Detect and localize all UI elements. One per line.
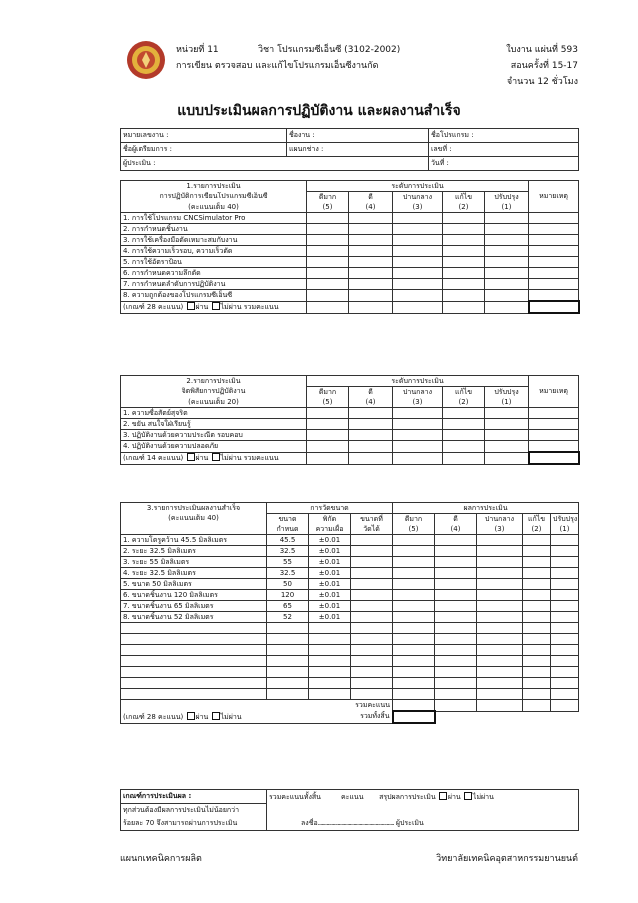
section2-item: 1. ความซื่อสัตย์สุจริต [121,408,307,419]
item-tol: ±0.01 [309,546,351,557]
unit-label: หน่วยที่ 11 [176,45,219,55]
item-size: 65 [267,601,309,612]
fail-checkbox[interactable] [212,712,220,720]
fail-label: ไม่ผ่าน [220,303,242,311]
level-label: แก้ไข [443,192,485,203]
section1-item: 4. การใช้ความเร็วรอบ, ความเร็วตัด [121,246,307,257]
fail-checkbox[interactable] [212,453,220,461]
item-tol: ±0.01 [309,579,351,590]
result-title: ผลการประเมิน [393,503,579,514]
section3-item: 2. ระยะ 32.5 มิลลิเมตร [121,546,267,557]
criteria-text: (เกณฑ์ 14 คะแนน) [123,454,184,462]
level-score: (2) [443,397,485,408]
section2-remark: หมายเหตุ [529,387,579,398]
section2-item: 3. ปฏิบัติงานด้วยความประณีต รอบคอบ [121,430,307,441]
fail-checkbox[interactable] [212,302,220,310]
section1-item: 1. การใช้โปรแกรม CNCSimulator Pro [121,213,307,224]
info-table [120,128,579,171]
criteria-table [120,789,579,831]
level-label: แก้ไข [443,387,485,398]
total-all-label: รวมคะแนนทั้งสิ้น [269,792,321,801]
section3-item: 5. ขนาด 50 มิลลิเมตร [121,579,267,590]
item-size: 32.5 [267,568,309,579]
level-score: (5) [393,524,435,535]
col-size-1: ขนาด [267,514,309,525]
level-label: ดี [435,514,477,525]
pass-checkbox[interactable] [187,712,195,720]
item-tol: ±0.01 [309,590,351,601]
number-field[interactable]: เลขที่ : [429,143,579,157]
section2-head1: 2.รายการประเมิน [121,376,307,387]
item-size: 120 [267,590,309,601]
lesson-label: สอนครั้งที่ 15-17 [510,61,578,71]
item-size: 32.5 [267,546,309,557]
grand-total-label: รวมทั้งสิ้น [309,711,393,723]
section1-head3: (คะแนนเต็ม 40) [121,202,307,213]
level-score: (3) [393,397,443,408]
section3-head1: 3.รายการประเมินผลงานสำเร็จ [121,503,267,514]
section1-total-cell[interactable] [529,301,579,313]
fail-label: ไม่ผ่าน [220,454,242,462]
pass-label: ผ่าน [195,303,209,311]
department-field[interactable]: แผนกช่าง : [287,143,429,157]
section2-head3: (คะแนนเต็ม 20) [121,397,307,408]
level-label: ปานกลาง [393,387,443,398]
level-label: ดี [349,192,393,203]
fail-checkbox[interactable] [464,792,472,800]
total-score-label: รวมคะแนน [267,700,393,712]
col-meas-1: ขนาดที่ [351,514,393,525]
sign-prefix: ลงชื่อ [301,818,318,827]
item-tol: ±0.01 [309,535,351,546]
criteria-line2: ร้อยละ 70 จึงสามารถผ่านการประเมิน [121,817,267,831]
section1-item: 8. ความถูกต้องของโปรแกรมซีเอ็นซี [121,290,307,302]
item-size: 45.5 [267,535,309,546]
pass-checkbox[interactable] [439,792,447,800]
section1-level-title: ระดับการประเมิน [307,181,529,192]
fail-label: ไม่ผ่าน [220,712,242,721]
level-score: (1) [551,524,579,535]
section1-item: 7. การกำหนดลำดับการปฏิบัติงาน [121,279,307,290]
form-title: แบบประเมินผลการปฏิบัติงาน และผลงานสำเร็จ [177,103,461,119]
section2-total-cell[interactable] [529,452,579,464]
item-size: 52 [267,612,309,623]
level-score: (3) [477,524,523,535]
section3-table [120,502,579,724]
level-score: (5) [307,202,349,213]
level-label: แก้ไข [523,514,551,525]
col-tol-2: ความเผื่อ [309,524,351,535]
level-label: ปรับปรุง [485,192,529,203]
item-tol: ±0.01 [309,612,351,623]
footer-right: วิทยาลัยเทคนิคอุตสาหกรรมยานยนต์ [436,854,578,864]
total-label: รวมคะแนน [243,454,279,462]
pass-checkbox[interactable] [187,302,195,310]
item-size: 50 [267,579,309,590]
level-label: ดีมาก [307,387,349,398]
signature-line[interactable] [267,817,579,831]
pass-label: ผ่าน [195,712,209,721]
section1-item: 6. การกำหนดความลึกตัด [121,268,307,279]
sign-suffix: ผู้ประเมิน [395,818,424,827]
section1-table [120,180,580,314]
criteria-text: (เกณฑ์ 28 คะแนน) [123,712,184,721]
date-field[interactable]: วันที่ : [429,157,579,171]
item-size: 55 [267,557,309,568]
section3-item: 1. ความโตรูคว้าน 45.5 มิลลิเมตร [121,535,267,546]
summary-label: สรุปผลการประเมิน [379,792,436,801]
section3-summary-row [121,711,309,723]
section1-item: 5. การใช้อัตราป้อน [121,257,307,268]
footer-left: แผนกเทคนิคการผลิต [120,854,202,864]
fail-label: ไม่ผ่าน [472,792,494,801]
section1-head2: การปฏิบัติการเขียนโปรแกรมซีเอ็นซี [121,192,307,203]
grand-total-cell[interactable] [393,711,435,723]
assessor-field[interactable]: ผู้ประเมิน : [121,157,429,171]
section3-item: 6. ขนาดชิ้นงาน 120 มิลลิเมตร [121,590,267,601]
level-score: (4) [349,202,393,213]
college-logo [126,40,166,80]
hours-label: จำนวน 12 ชั่วโมง [506,77,578,87]
level-score: (2) [523,524,551,535]
level-score: (4) [435,524,477,535]
col-tol-1: พิกัด [309,514,351,525]
score-unit: คะแนน [340,792,364,801]
item-tol: ±0.01 [309,557,351,568]
pass-label: ผ่าน [195,454,209,462]
section2-item: 4. ปฏิบัติงานด้วยความปลอดภัย [121,441,307,453]
summary-line [267,790,579,804]
subject-label: วิชา โปรแกรมซีเอ็นซี (3102-2002) [258,45,401,55]
job-name-field[interactable]: ชื่องาน : [287,129,429,143]
col-size-2: กำหนด [267,524,309,535]
preparer-field[interactable]: ชื่อผู้เตรียมการ : [121,143,287,157]
level-label: ปานกลาง [393,192,443,203]
level-label: ดีมาก [307,192,349,203]
level-score: (4) [349,397,393,408]
program-name-field[interactable]: ชื่อโปรแกรม : [429,129,579,143]
section2-head2: จิตพิสัยการปฏิบัติงาน [121,387,307,398]
section1-remark: หมายเหตุ [529,192,579,203]
measure-title: การวัดขนาด [267,503,393,514]
section2-item: 2. ขยัน สนใจใฝ่เรียนรู้ [121,419,307,430]
section2-level-title: ระดับการประเมิน [307,376,529,387]
level-label: ปรับปรุง [485,387,529,398]
level-score: (3) [393,202,443,213]
job-no-field[interactable]: หมายเลขงาน : [121,129,287,143]
level-label: ปานกลาง [477,514,523,525]
section3-head2: (คะแนนเต็ม 40) [121,514,267,525]
topic-label: การเขียน ตรวจสอบ และแก้ไขโปรแกรมเอ็นซีงานกัด [176,61,379,71]
section1-item: 3. การใช้เครื่องมือตัดเหมาะสมกับงาน [121,235,307,246]
section3-item: 7. ขนาดชิ้นงาน 65 มิลลิเมตร [121,601,267,612]
criteria-text: (เกณฑ์ 28 คะแนน) [123,303,184,311]
item-tol: ±0.01 [309,601,351,612]
section2-table [120,375,580,465]
section1-item: 2. การกำหนดชิ้นงาน [121,224,307,235]
section1-head1: 1.รายการประเมิน [121,181,307,192]
criteria-line1: ทุกส่วนต้องมีผลการประเมินไม่น้อยกว่า [121,804,267,817]
section3-item: 4. ระยะ 32.5 มิลลิเมตร [121,568,267,579]
level-label: ปรับปรุง [551,514,579,525]
section3-item: 3. ระยะ 55 มิลลิเมตร [121,557,267,568]
level-score: (1) [485,397,529,408]
level-label: ดีมาก [393,514,435,525]
level-score: (1) [485,202,529,213]
section2-summary-row [121,452,307,464]
section1-summary-row [121,301,307,313]
sign-dots: .............................................................. [317,818,394,827]
pass-label: ผ่าน [447,792,461,801]
level-label: ดี [349,387,393,398]
criteria-title: เกณฑ์การประเมินผล : [121,790,267,804]
level-score: (5) [307,397,349,408]
col-meas-2: วัดได้ [351,524,393,535]
sheet-label: ใบงาน แผ่นที่ 593 [506,45,578,55]
total-label: รวมคะแนน [243,303,279,311]
pass-checkbox[interactable] [187,453,195,461]
item-tol: ±0.01 [309,568,351,579]
level-score: (2) [443,202,485,213]
section3-item: 8. ขนาดชิ้นงาน 52 มิลลิเมตร [121,612,267,623]
